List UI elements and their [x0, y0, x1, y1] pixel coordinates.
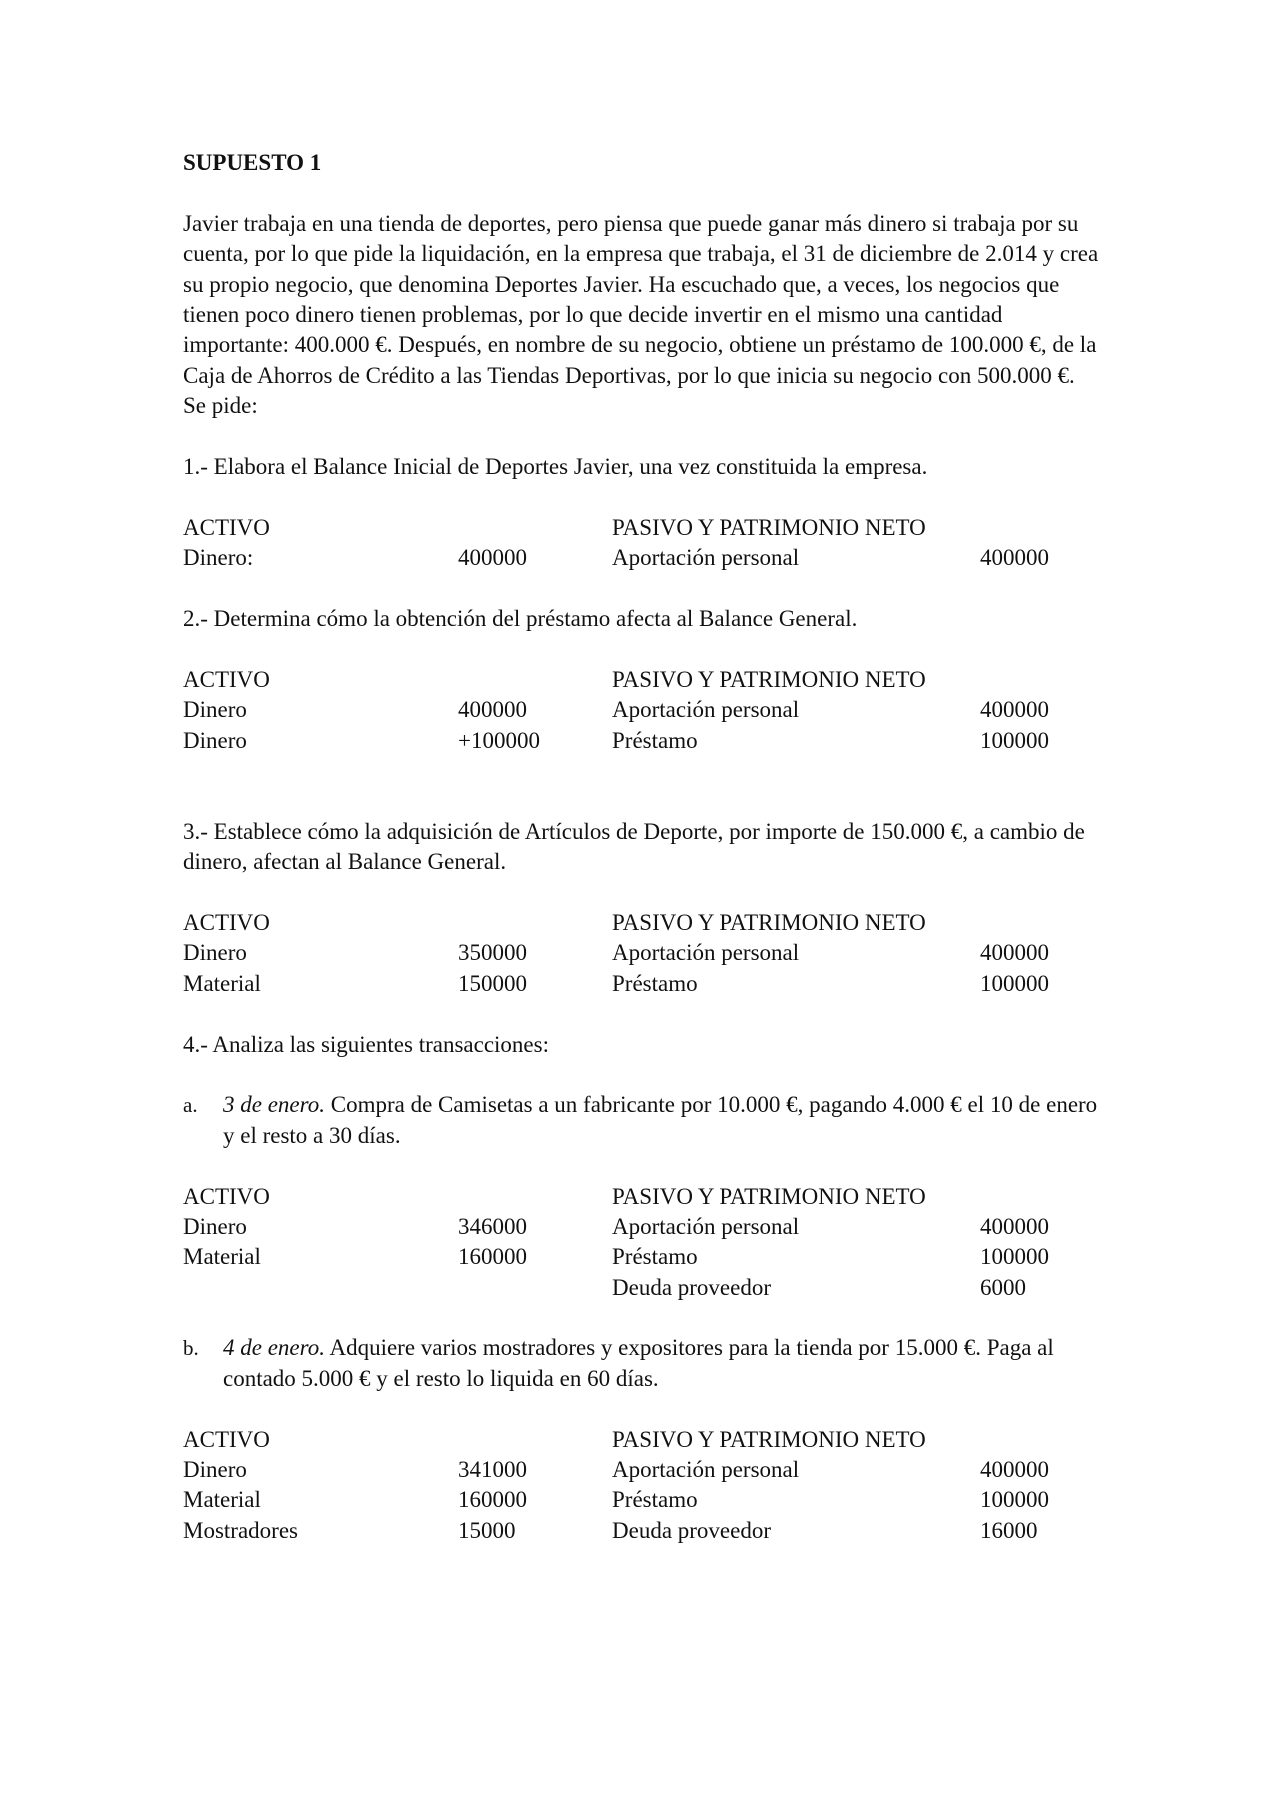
activo-account: Dinero	[183, 697, 247, 723]
balance-5	[183, 1455, 1113, 1546]
activo-amount: 341000	[458, 1457, 527, 1483]
pasivo-amount: 400000	[980, 940, 1049, 966]
activo-amount: 160000	[458, 1487, 527, 1513]
pasivo-header: PASIVO Y PATRIMONIO NETO	[612, 1183, 926, 1209]
pasivo-account: Aportación personal	[612, 1213, 800, 1239]
activo-amount: 400000	[458, 697, 527, 723]
document-title: SUPUESTO 1	[183, 150, 322, 175]
balance-4	[183, 1212, 1113, 1303]
transaction-b	[183, 1333, 1113, 1394]
pasivo-amount: 400000	[980, 697, 1049, 723]
list-marker: b.	[183, 1336, 199, 1361]
pasivo-amount: 100000	[980, 970, 1049, 996]
question-3: 3.- Establece cómo la adquisición de Artículos de Deporte, por importe de 150.000 €, a cambio de dinero, afectan al Balance General.	[183, 818, 1085, 875]
balance-row	[183, 1242, 1113, 1272]
pasivo-amount: 400000	[980, 545, 1049, 571]
transaction-date: 4 de enero.	[223, 1335, 325, 1361]
transaction-text: Compra de Camisetas a un fabricante por 10.000 €, pagando 4.000 € el 10 de enero y el resto a 30 días.	[223, 1092, 1098, 1148]
balance-row	[183, 726, 1113, 756]
pasivo-amount: 100000	[980, 1244, 1049, 1270]
activo-account: Dinero	[183, 940, 247, 966]
pasivo-header: PASIVO Y PATRIMONIO NETO	[612, 666, 926, 692]
activo-account: Mostradores	[183, 1517, 298, 1543]
question-2: 2.- Determina cómo la obtención del préstamo afecta al Balance General.	[183, 606, 858, 631]
pasivo-account: Préstamo	[612, 1487, 698, 1513]
activo-account: Material	[183, 1487, 261, 1513]
pasivo-account: Deuda proveedor	[612, 1274, 772, 1300]
intro-paragraph: Javier trabaja en una tienda de deportes, pero piensa que puede ganar más dinero si trabaja por su cuenta, por lo que pide la liquidación, en la empresa que trabaja, el 31 de diciembre de 2.014 y crea su propio negocio, que denomina Deportes Javier. Ha escuchado que, a veces, los negocios que tienen poco dinero tienen problemas, por lo que decide invertir en el mismo una cantidad importante: 400.000 €. Después, en nombre de su negocio, obtiene un préstamo de 100.000 €, de la Caja de Ahorros de Crédito a las Tiendas Deportivas, por lo que inicia su negocio con 500.000 €.	[183, 210, 1099, 388]
pasivo-account: Préstamo	[612, 970, 698, 996]
question-1: 1.- Elabora el Balance Inicial de Deportes Javier, una vez constituida la empresa.	[183, 454, 928, 480]
balance-1	[183, 543, 1113, 573]
pasivo-account: Aportación personal	[612, 697, 800, 723]
balance-row	[183, 1516, 1113, 1546]
activo-account: Dinero	[183, 727, 247, 753]
balance-row	[183, 969, 1113, 999]
document-body	[183, 148, 1113, 1546]
balance-row	[183, 1485, 1113, 1515]
balance-row	[183, 695, 1113, 725]
activo-header: ACTIVO	[183, 909, 270, 935]
pasivo-account: Préstamo	[612, 1244, 698, 1270]
activo-amount: 400000	[458, 545, 527, 571]
transaction-text: Adquiere varios mostradores y expositores para la tienda por 15.000 €. Paga al contado 5.000 € y el resto lo liquida en 60 días.	[223, 1335, 1054, 1391]
pasivo-account: Aportación personal	[612, 545, 800, 571]
transaction-date: 3 de enero.	[223, 1092, 325, 1118]
list-marker: a.	[183, 1093, 198, 1118]
pasivo-account: Deuda proveedor	[612, 1517, 772, 1543]
activo-amount: 150000	[458, 970, 527, 996]
balance-header	[183, 513, 1113, 543]
balance-row	[183, 938, 1113, 968]
activo-header: ACTIVO	[183, 514, 270, 540]
se-pide-label: Se pide:	[183, 393, 258, 419]
pasivo-amount: 100000	[980, 1487, 1049, 1513]
balance-row	[183, 1273, 1113, 1303]
pasivo-account: Aportación personal	[612, 940, 800, 966]
balance-row	[183, 543, 1113, 573]
pasivo-header: PASIVO Y PATRIMONIO NETO	[612, 514, 926, 540]
activo-account: Material	[183, 1244, 261, 1270]
pasivo-header: PASIVO Y PATRIMONIO NETO	[612, 1426, 926, 1452]
transaction-a	[183, 1090, 1113, 1151]
balance-header	[183, 665, 1113, 695]
pasivo-account: Préstamo	[612, 727, 698, 753]
activo-header: ACTIVO	[183, 666, 270, 692]
activo-account: Dinero	[183, 1213, 247, 1239]
balance-2	[183, 695, 1113, 756]
pasivo-account: Aportación personal	[612, 1457, 800, 1483]
balance-header	[183, 1425, 1113, 1455]
activo-amount: 346000	[458, 1213, 527, 1239]
activo-account: Material	[183, 970, 261, 996]
balance-header	[183, 1182, 1113, 1212]
pasivo-header: PASIVO Y PATRIMONIO NETO	[612, 909, 926, 935]
pasivo-amount: 400000	[980, 1457, 1049, 1483]
pasivo-amount: 100000	[980, 727, 1049, 753]
activo-amount: +100000	[458, 727, 540, 753]
activo-account: Dinero:	[183, 545, 254, 571]
question-4: 4.- Analiza las siguientes transacciones:	[183, 1031, 549, 1057]
activo-account: Dinero	[183, 1457, 247, 1483]
balance-row	[183, 1212, 1113, 1242]
activo-amount: 15000	[458, 1517, 516, 1543]
balance-row	[183, 1455, 1113, 1485]
balance-header	[183, 908, 1113, 938]
activo-header: ACTIVO	[183, 1183, 270, 1209]
pasivo-amount: 400000	[980, 1213, 1049, 1239]
activo-header: ACTIVO	[183, 1426, 270, 1452]
pasivo-amount: 16000	[980, 1517, 1038, 1543]
balance-3	[183, 938, 1113, 999]
activo-amount: 350000	[458, 940, 527, 966]
activo-amount: 160000	[458, 1244, 527, 1270]
pasivo-amount: 6000	[980, 1274, 1026, 1300]
